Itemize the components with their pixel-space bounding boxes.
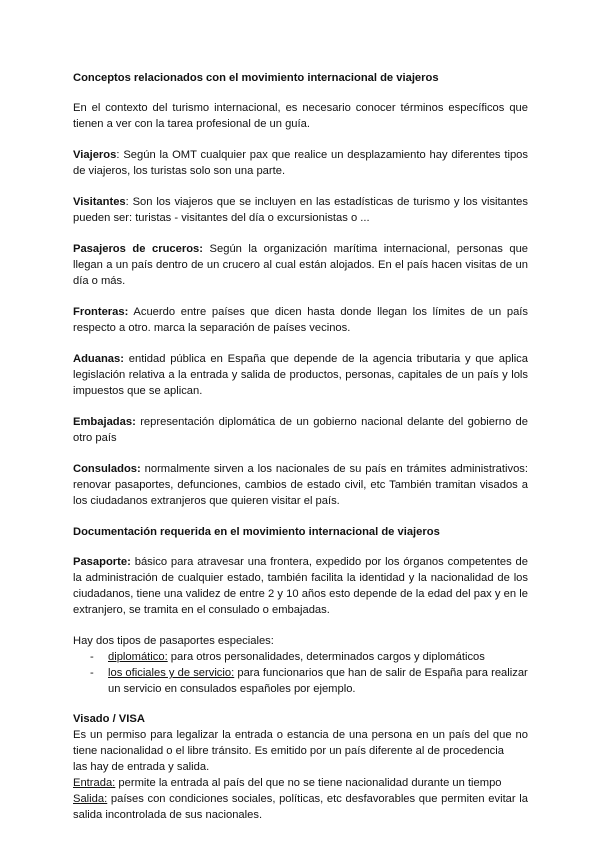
visa-title: Visado / VISA <box>73 713 145 725</box>
visa-entrada-label: Entrada: <box>73 777 116 789</box>
definition-viajeros: Viajeros: Según la OMT cualquier pax que realice un desplazamiento hay diferentes tipos de viajeros, los turistas solo son una parte. <box>73 149 528 177</box>
definition-text: normalmente sirven a los nacionales de su país en trámites administrativos: renovar pasaportes, defunciones, cambios de estado civil, etc También tramitan visados a los ciudadanos extranjeros que quieren visitar el país. <box>73 463 528 507</box>
definition-text: Son los viajeros que se incluyen en las estadísticas de turismo y los visitantes pueden ser: turistas - visitantes del día o excursionistas o ... <box>73 196 528 224</box>
definition-text: Según la OMT cualquier pax que realice un desplazamiento hay diferentes tipos de viajeros, los turistas solo son una parte. <box>73 149 528 177</box>
definition-fronteras <box>73 304 528 336</box>
definition-visitantes: Visitantes: Son los viajeros que se incluyen en las estadísticas de turismo y los visitantes pueden ser: turistas - visitantes del día o excursionistas o ... <box>73 196 528 224</box>
visa-types: las hay de entrada y salida. <box>73 761 210 773</box>
definition-term: Aduanas: <box>73 353 124 365</box>
special-passports-intro: Hay dos tipos de pasaportes especiales: <box>73 635 274 647</box>
special-passports-list <box>73 649 528 697</box>
definition-term: Visitantes <box>73 196 126 208</box>
definition-aduanas <box>73 351 528 399</box>
visa-entrada <box>73 775 528 791</box>
definition-text: Acuerdo entre países que dicen hasta donde llegan los límites de un país respecto a otro. marca la separación de países vecinos. <box>73 306 528 334</box>
visa-description: Es un permiso para legalizar la entrada o estancia de una persona en un país del que no tiene nacionalidad o el libre tránsito. Es emitido por un país diferente al de procedencia <box>73 729 528 757</box>
visa-salida-text: países con condiciones sociales, políticas, etc desfavorables que permiten evitar la salida incontrolada de sus nacionales. <box>73 793 528 821</box>
definition-term: Pasaporte: <box>73 556 131 568</box>
definition-term: Embajadas: <box>73 416 136 428</box>
list-item <box>73 665 528 697</box>
definition-text: entidad pública en España que depende de la agencia tributaria y que aplica legislación relativa a la entrada y salida de productos, personas, capitales de un país y lols impuestos que se aplican. <box>73 353 529 397</box>
visa-salida <box>73 791 528 823</box>
list-item-text: para funcionarios que han de salir de España para realizar un servicio en consulados españoles por ejemplo. <box>108 667 528 695</box>
visa-section <box>73 711 528 823</box>
definition-term: Pasajeros de cruceros: <box>73 243 203 255</box>
visa-salida-label: Salida: <box>73 793 108 805</box>
section-title-documentation: Documentación requerida en el movimiento internacional de viajeros <box>73 526 440 538</box>
definition-term: Viajeros <box>73 149 117 161</box>
dash-bullet: - <box>90 667 94 679</box>
dash-bullet: - <box>90 651 94 663</box>
definition-pasaporte <box>73 554 528 618</box>
definition-term: Consulados: <box>73 463 141 475</box>
section-title-concepts: Conceptos relacionados con el movimiento internacional de viajeros <box>73 72 439 84</box>
definition-consulados <box>73 461 528 509</box>
definition-text: Según la organización marítima internacional, personas que llegan a un país dentro de un crucero al cual están alojados. En el país hacen visitas de un día o más. <box>73 243 529 287</box>
definition-text: representación diplomática de un gobierno nacional delante del gobierno de otro país <box>73 416 529 444</box>
definition-embajadas <box>73 414 528 446</box>
visa-entrada-text: permite la entrada al país del que no se tiene nacionalidad durante un tiempo <box>115 777 502 789</box>
definition-text: básico para atravesar una frontera, expedido por los órganos competentes de la administración de cualquier estado, también facilita la identidad y la nacionalidad de los ciudadanos, tiene una validez de entre 2 y 10 años esto depende de la edad del pax y en le extranjero, se tramita en el consulado o embajadas. <box>73 556 529 616</box>
list-item-label: los oficiales y de servicio: <box>108 667 235 679</box>
intro-paragraph: En el contexto del turismo internacional, es necesario conocer términos específicos que tienen a ver con la tarea profesional de un guía. <box>73 102 528 130</box>
list-item-text: para otros personalidades, determinados cargos y diplomáticos <box>167 651 485 663</box>
definition-term: Fronteras: <box>73 306 129 318</box>
list-item <box>73 649 528 665</box>
list-item-label: diplomático: <box>108 651 168 663</box>
definition-pasajeros-cruceros <box>73 241 528 289</box>
